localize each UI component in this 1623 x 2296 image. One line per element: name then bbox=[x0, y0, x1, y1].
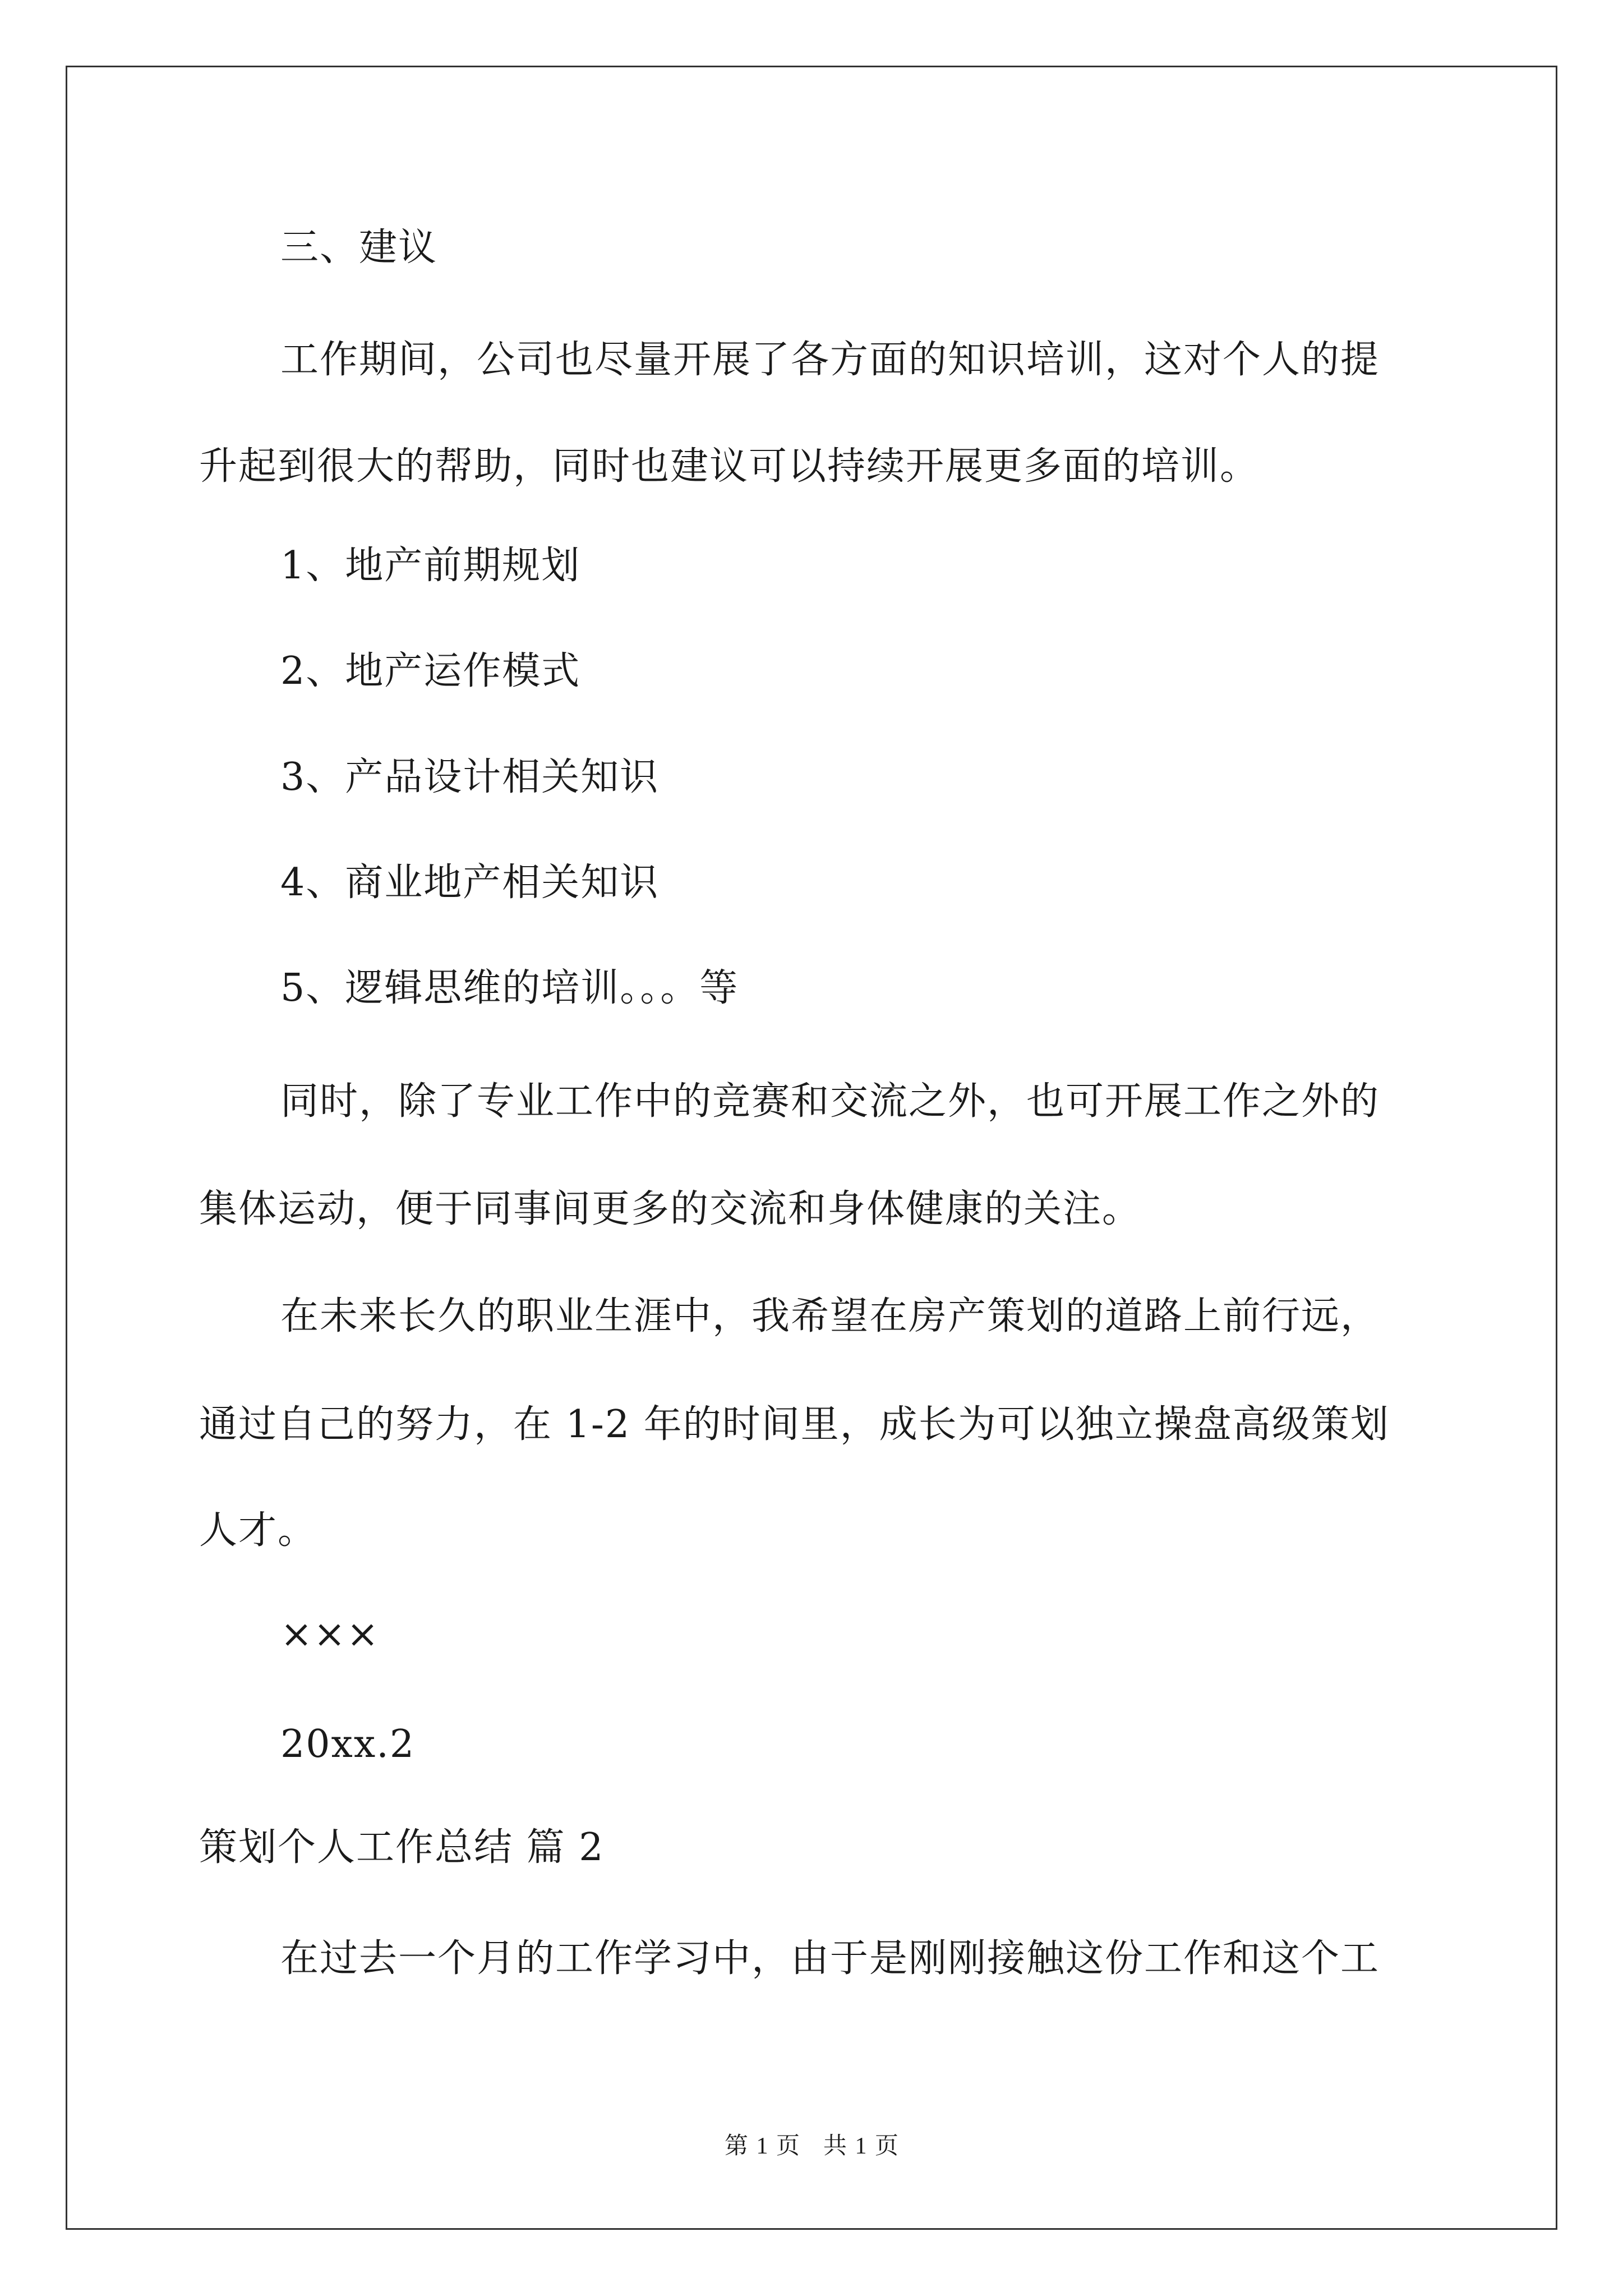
paragraph-line: 同时，除了专业工作中的竞赛和交流之外，也可开展工作之外的 bbox=[280, 1079, 1380, 1124]
paragraph-line: 工作期间，公司也尽量开展了各方面的知识培训，这对个人的提 bbox=[280, 338, 1380, 382]
paragraph-line: 在未来长久的职业生涯中，我希望在房产策划的道路上前行远， bbox=[280, 1294, 1380, 1338]
page-footer: 第 1 页 共 1 页 bbox=[724, 2133, 898, 2159]
signature-name: ××× bbox=[280, 1612, 380, 1657]
list-item: 2、地产运作模式 bbox=[280, 649, 581, 693]
article-title: 策划个人工作总结 篇 2 bbox=[199, 1825, 605, 1870]
list-item: 1、地产前期规划 bbox=[280, 544, 581, 588]
list-item: 5、逻辑思维的培训。。。等 bbox=[280, 966, 739, 1010]
paragraph-line: 在过去一个月的工作学习中，由于是刚刚接触这份工作和这个工 bbox=[280, 1936, 1380, 1981]
page-border bbox=[66, 66, 1557, 2230]
paragraph-line: 通过自己的努力，在 1-2 年的时间里，成长为可以独立操盘高级策划 bbox=[199, 1402, 1390, 1447]
section-heading-suggestions: 三、建议 bbox=[280, 226, 438, 270]
list-item: 4、商业地产相关知识 bbox=[280, 861, 660, 905]
paragraph-line: 升起到很大的帮助，同时也建议可以持续开展更多面的培训。 bbox=[199, 444, 1260, 489]
paragraph-line: 集体运动，便于同事间更多的交流和身体健康的关注。 bbox=[199, 1187, 1142, 1231]
paragraph-line: 人才。 bbox=[199, 1508, 317, 1553]
signature-date: 20xx.2 bbox=[280, 1722, 416, 1766]
list-item: 3、产品设计相关知识 bbox=[280, 755, 660, 799]
